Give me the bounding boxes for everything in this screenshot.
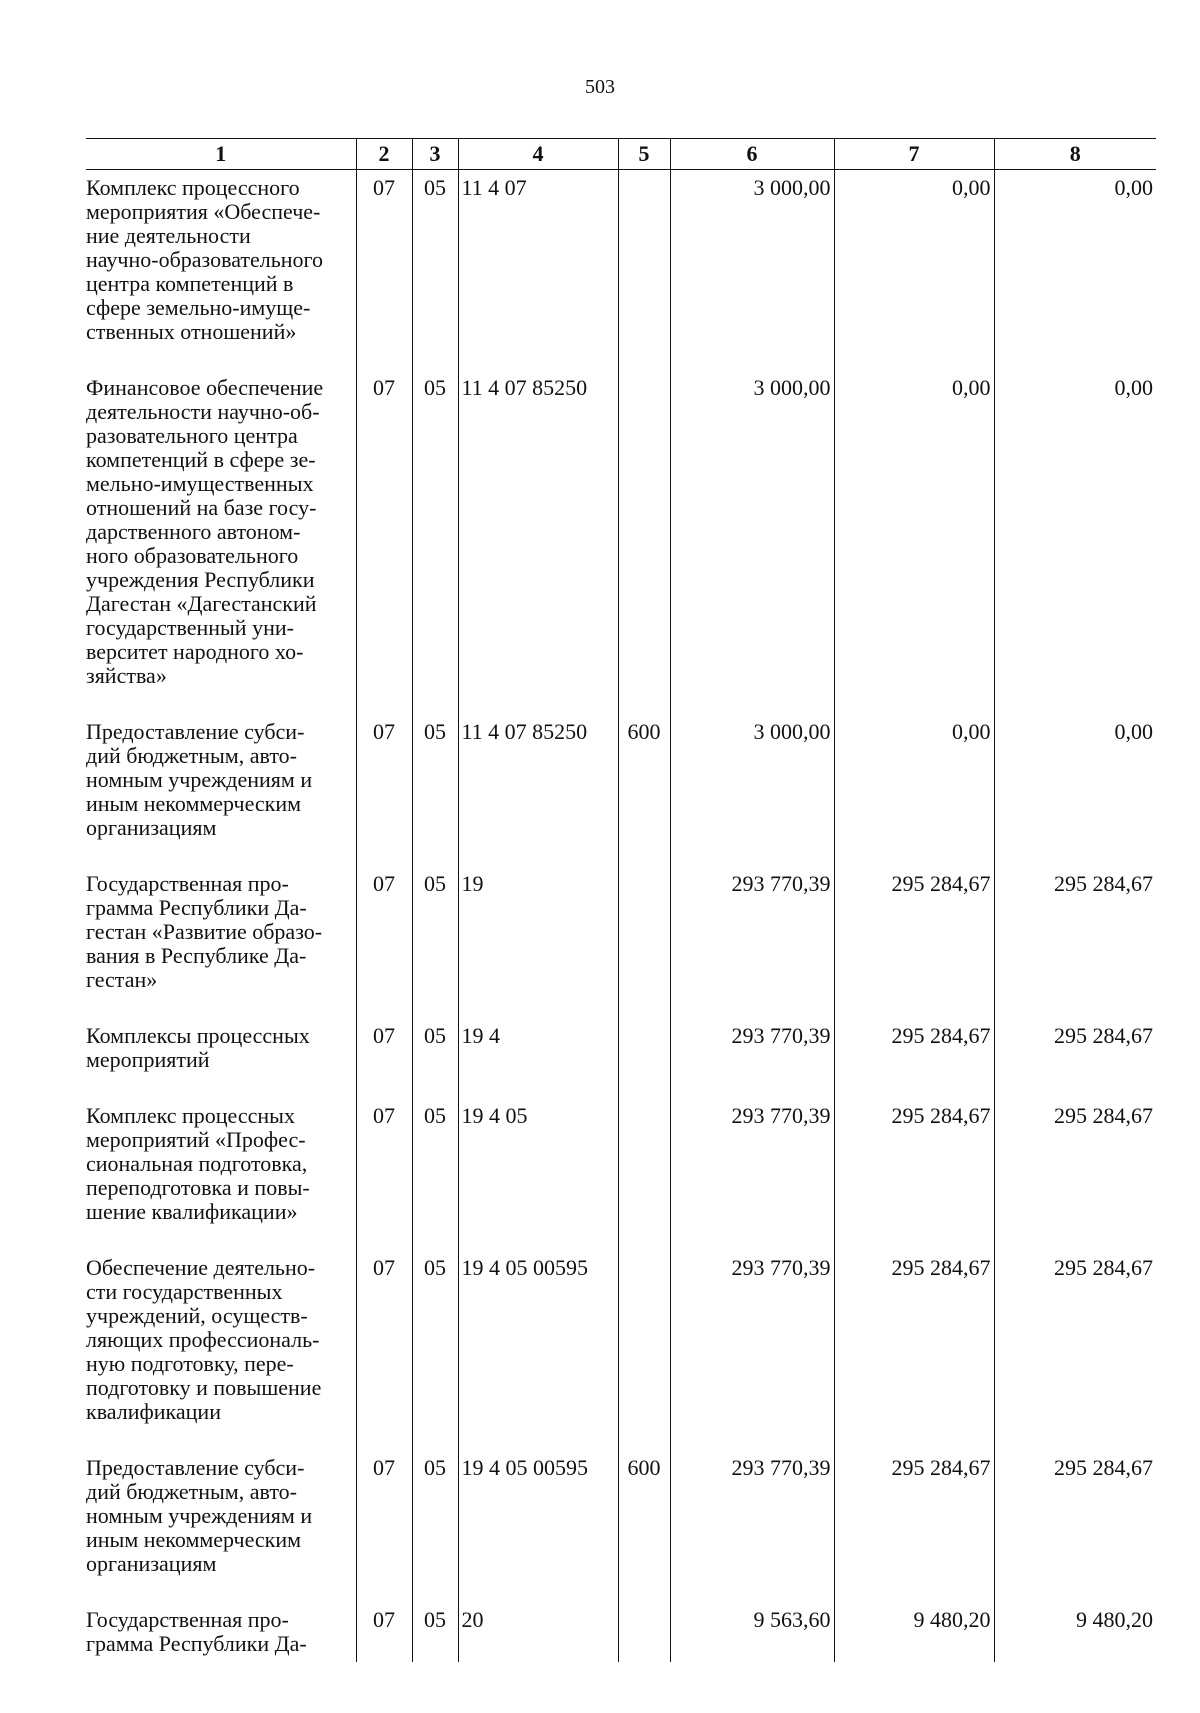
column-header: 6: [670, 139, 834, 170]
expense-type-cell: [618, 1250, 670, 1450]
target-article-cell: 20: [458, 1602, 618, 1662]
amount-col6-cell: 293 770,39: [670, 1250, 834, 1450]
amount-col7-cell: 295 284,67: [834, 1250, 994, 1450]
amount-col7-cell: 0,00: [834, 370, 994, 714]
target-article-cell: 19 4 05 00595: [458, 1450, 618, 1602]
item-name-cell: Государственная про- грамма Республики Да-: [86, 1602, 356, 1662]
amount-col7-cell: 0,00: [834, 714, 994, 866]
section-code-cell: 07: [356, 1602, 412, 1662]
budget-table: [86, 138, 1156, 1662]
column-header: 5: [618, 139, 670, 170]
amount-col8-cell: 295 284,67: [994, 1250, 1156, 1450]
section-code-cell: 07: [356, 1018, 412, 1098]
expense-type-cell: [618, 370, 670, 714]
amount-col8-cell: 295 284,67: [994, 1098, 1156, 1250]
expense-type-cell: 600: [618, 1450, 670, 1602]
item-name-cell: Комплекс процессного мероприятия «Обеспече- ние деятельности научно-образовательного центра компетенций в сфере земельно-имуще- ственных отношений»: [86, 170, 356, 371]
column-header: 2: [356, 139, 412, 170]
table-header: [86, 139, 1156, 170]
section-code-cell: 07: [356, 1250, 412, 1450]
amount-col8-cell: 295 284,67: [994, 1018, 1156, 1098]
item-name-cell: Предоставление субси- дий бюджетным, авто- номным учреждениям и иным некоммерческим организациям: [86, 714, 356, 866]
subsection-code-cell: 05: [412, 1018, 458, 1098]
amount-col8-cell: 9 480,20: [994, 1602, 1156, 1662]
expense-type-cell: [618, 1018, 670, 1098]
subsection-code-cell: 05: [412, 170, 458, 371]
section-code-cell: 07: [356, 370, 412, 714]
expense-type-cell: 600: [618, 714, 670, 866]
target-article-cell: 19: [458, 866, 618, 1018]
amount-col8-cell: 0,00: [994, 714, 1156, 866]
subsection-code-cell: 05: [412, 1098, 458, 1250]
amount-col6-cell: 293 770,39: [670, 1450, 834, 1602]
table-row: [86, 866, 1156, 1018]
item-name-cell: Финансовое обеспечение деятельности научно-об- разовательного центра компетенций в сфере зе- мельно-имущественных отношений на базе госу- дарственного автоном- ного образовательного учреждения Республики Дагестан «Дагестанский государственный уни- верситет народного хо- зяйства»: [86, 370, 356, 714]
amount-col8-cell: 295 284,67: [994, 1450, 1156, 1602]
amount-col6-cell: 3 000,00: [670, 714, 834, 866]
column-header: 3: [412, 139, 458, 170]
expense-type-cell: [618, 1602, 670, 1662]
amount-col7-cell: 295 284,67: [834, 1450, 994, 1602]
subsection-code-cell: 05: [412, 1450, 458, 1602]
target-article-cell: 11 4 07 85250: [458, 714, 618, 866]
expense-type-cell: [618, 170, 670, 371]
table-body: [86, 170, 1156, 1663]
target-article-cell: 11 4 07 85250: [458, 370, 618, 714]
target-article-cell: 19 4: [458, 1018, 618, 1098]
section-code-cell: 07: [356, 714, 412, 866]
subsection-code-cell: 05: [412, 370, 458, 714]
amount-col6-cell: 293 770,39: [670, 1098, 834, 1250]
amount-col6-cell: 293 770,39: [670, 866, 834, 1018]
section-code-cell: 07: [356, 1098, 412, 1250]
amount-col6-cell: 293 770,39: [670, 1018, 834, 1098]
section-code-cell: 07: [356, 170, 412, 371]
column-header: 8: [994, 139, 1156, 170]
subsection-code-cell: 05: [412, 1602, 458, 1662]
item-name-cell: Предоставление субси- дий бюджетным, авто- номным учреждениям и иным некоммерческим организациям: [86, 1450, 356, 1602]
amount-col6-cell: 9 563,60: [670, 1602, 834, 1662]
item-name-cell: Комплекс процессных мероприятий «Профес- сиональная подготовка, переподготовка и повы- шение квалификации»: [86, 1098, 356, 1250]
amount-col8-cell: 0,00: [994, 370, 1156, 714]
table-row: [86, 370, 1156, 714]
subsection-code-cell: 05: [412, 714, 458, 866]
amount-col7-cell: 9 480,20: [834, 1602, 994, 1662]
amount-col8-cell: 0,00: [994, 170, 1156, 371]
amount-col7-cell: 0,00: [834, 170, 994, 371]
table-row: [86, 1018, 1156, 1098]
amount-col7-cell: 295 284,67: [834, 1018, 994, 1098]
item-name-cell: Комплексы процессных мероприятий: [86, 1018, 356, 1098]
table-row: [86, 1098, 1156, 1250]
header-row: [86, 139, 1156, 170]
page-number: 503: [585, 76, 615, 98]
amount-col7-cell: 295 284,67: [834, 1098, 994, 1250]
amount-col6-cell: 3 000,00: [670, 170, 834, 371]
target-article-cell: 19 4 05 00595: [458, 1250, 618, 1450]
amount-col8-cell: 295 284,67: [994, 866, 1156, 1018]
section-code-cell: 07: [356, 1450, 412, 1602]
table-row: [86, 714, 1156, 866]
subsection-code-cell: 05: [412, 866, 458, 1018]
table-row: [86, 1450, 1156, 1602]
target-article-cell: 19 4 05: [458, 1098, 618, 1250]
subsection-code-cell: 05: [412, 1250, 458, 1450]
target-article-cell: 11 4 07: [458, 170, 618, 371]
item-name-cell: Обеспечение деятельно- сти государственных учреждений, осуществ- ляющих профессиональ- ную подготовку, пере- подготовку и повышение квалификации: [86, 1250, 356, 1450]
column-header: 1: [86, 139, 356, 170]
column-header: 4: [458, 139, 618, 170]
table-row: [86, 170, 1156, 371]
amount-col7-cell: 295 284,67: [834, 866, 994, 1018]
expense-type-cell: [618, 866, 670, 1018]
column-header: 7: [834, 139, 994, 170]
expense-type-cell: [618, 1098, 670, 1250]
table-row: [86, 1602, 1156, 1662]
amount-col6-cell: 3 000,00: [670, 370, 834, 714]
section-code-cell: 07: [356, 866, 412, 1018]
table-row: [86, 1250, 1156, 1450]
item-name-cell: Государственная про- грамма Республики Да- гестан «Развитие образо- вания в Республике Да- гестан»: [86, 866, 356, 1018]
